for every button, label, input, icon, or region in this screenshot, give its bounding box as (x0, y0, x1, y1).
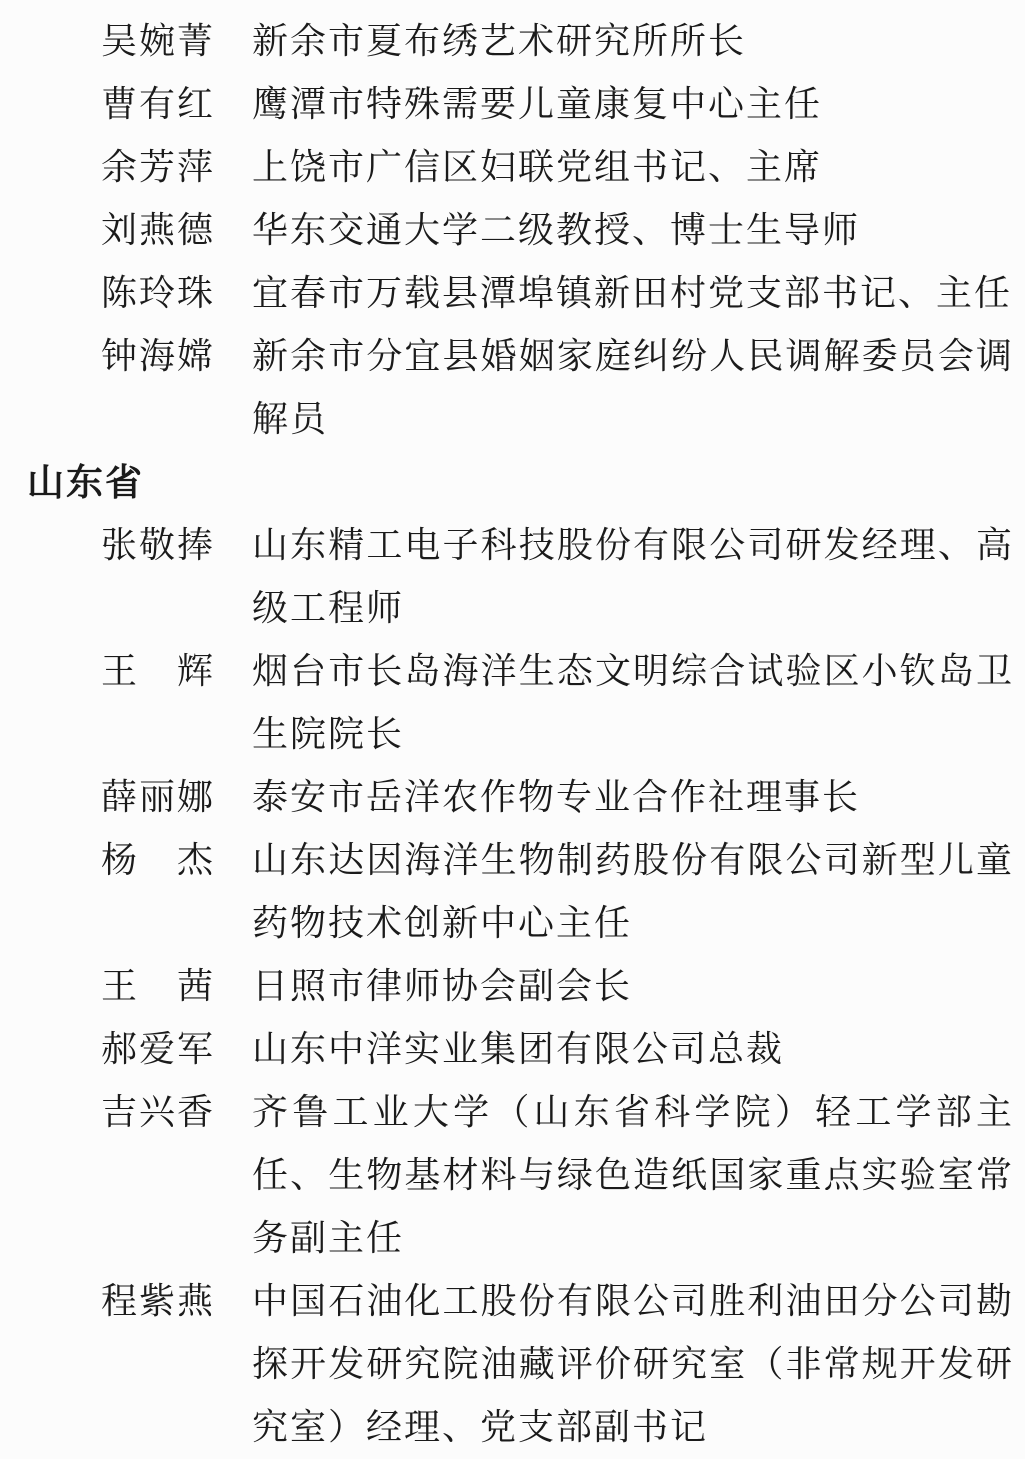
honoree-title: 山东中洋实业集团有限公司总裁 (252, 1029, 785, 1069)
honoree-entry (0, 199, 1025, 262)
honoree-title: 泰安市岳洋农作物专业合作社理事长 (252, 777, 861, 817)
honoree-name: 吴婉菁 (101, 21, 216, 61)
honoree-title: 齐鲁工业大学（山东省科学院）轻工学部主任、生物基材料与绿色造纸国家重点实验室常务副主任 (252, 1092, 1014, 1258)
honoree-title: 山东精工电子科技股份有限公司研发经理、高级工程师 (252, 525, 1014, 628)
province-header: 山东省 (27, 462, 144, 503)
honoree-name: 刘燕德 (101, 210, 216, 250)
honoree-title: 新余市分宜县婚姻家庭纠纷人民调解委员会调解员 (252, 336, 1014, 439)
honoree-name: 曹有红 (101, 84, 216, 124)
honoree-title: 山东达因海洋生物制药股份有限公司新型儿童药物技术创新中心主任 (252, 840, 1014, 943)
honoree-entry (0, 1081, 1025, 1270)
honoree-entry (0, 514, 1025, 640)
honoree-name: 钟海嫦 (101, 336, 216, 376)
honoree-entry (0, 640, 1025, 766)
province-section (0, 10, 1025, 451)
honoree-entry (0, 766, 1025, 829)
honoree-entry (0, 1270, 1025, 1459)
honoree-name: 王 辉 (101, 651, 216, 691)
honoree-entry (0, 325, 1025, 451)
honoree-title: 日照市律师协会副会长 (252, 966, 633, 1006)
honoree-name: 程紫燕 (101, 1281, 216, 1321)
honoree-name: 张敬捧 (101, 525, 216, 565)
honoree-name: 吉兴香 (101, 1092, 216, 1132)
honoree-entry (0, 955, 1025, 1018)
honoree-entry (0, 136, 1025, 199)
province-section (0, 451, 1025, 1459)
honoree-title: 烟台市长岛海洋生态文明综合试验区小钦岛卫生院院长 (252, 651, 1014, 754)
honoree-title: 宜春市万载县潭埠镇新田村党支部书记、主任 (252, 273, 1013, 313)
honoree-entry (0, 73, 1025, 136)
honoree-title: 鹰潭市特殊需要儿童康复中心主任 (252, 84, 823, 124)
honoree-name: 余芳萍 (101, 147, 216, 187)
honoree-entry (0, 829, 1025, 955)
honoree-entry (0, 262, 1025, 325)
honoree-title: 华东交通大学二级教授、博士生导师 (252, 210, 861, 250)
entry-list (0, 514, 1025, 1459)
honoree-name: 郝爱军 (101, 1029, 216, 1069)
honoree-entry (0, 1018, 1025, 1081)
honoree-name: 杨 杰 (101, 840, 216, 880)
honoree-title: 上饶市广信区妇联党组书记、主席 (252, 147, 823, 187)
honoree-name: 王 茜 (101, 966, 216, 1006)
honoree-name: 薛丽娜 (101, 777, 216, 817)
honoree-entry (0, 10, 1025, 73)
honoree-title: 新余市夏布绣艺术研究所所长 (252, 21, 747, 61)
entry-list (0, 10, 1025, 451)
honoree-name: 陈玲珠 (101, 273, 216, 313)
honoree-title: 中国石油化工股份有限公司胜利油田分公司勘探开发研究院油藏评价研究室（非常规开发研究室）经理、党支部副书记 (252, 1281, 1014, 1447)
